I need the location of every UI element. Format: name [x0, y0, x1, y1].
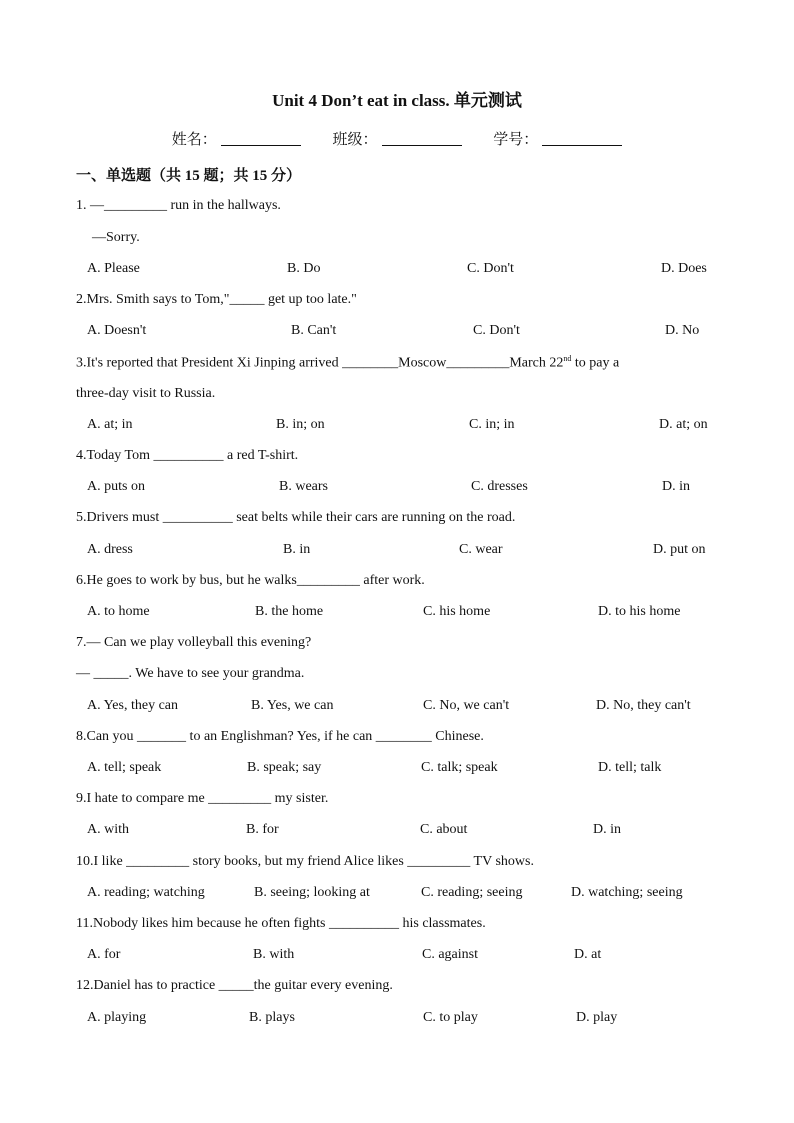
- option-a[interactable]: A. reading; watching: [87, 885, 205, 900]
- option-d[interactable]: D. at; on: [659, 417, 708, 432]
- option-a[interactable]: A. playing: [87, 1010, 147, 1025]
- option-b[interactable]: B. with: [253, 947, 295, 962]
- section-heading: 一、单选题（共 15 题；共 15 分）: [76, 168, 302, 184]
- option-d[interactable]: D. at: [574, 947, 602, 962]
- question-10-line-1: 10.I like _________ story books, but my friend Alice likes _________ TV shows.: [76, 854, 534, 869]
- option-d[interactable]: D. No, they can't: [596, 698, 691, 713]
- option-a[interactable]: A. Please: [87, 261, 140, 276]
- question-11-options: [0, 947, 794, 967]
- question-8-line-1: 8.Can you _______ to an Englishman? Yes, if he can ________ Chinese.: [76, 729, 484, 744]
- question-6-line-1: 6.He goes to work by bus, but he walks_________ after work.: [76, 573, 425, 588]
- option-b[interactable]: B. seeing; looking at: [254, 885, 370, 900]
- question-3-line-2: three-day visit to Russia.: [76, 386, 216, 401]
- question-3-options: [0, 417, 794, 437]
- option-c[interactable]: C. reading; seeing: [421, 885, 523, 900]
- option-b[interactable]: B. Can't: [291, 323, 337, 338]
- class-field: [332, 128, 461, 149]
- question-10-options: [0, 885, 794, 905]
- question-3-tail: to pay a: [571, 355, 620, 371]
- option-b[interactable]: B. plays: [249, 1010, 295, 1025]
- question-4-options: [0, 479, 794, 499]
- option-b[interactable]: B. wears: [279, 479, 328, 494]
- name-field: [172, 128, 301, 149]
- option-d[interactable]: D. watching; seeing: [571, 885, 683, 900]
- question-9-options: [0, 822, 794, 842]
- question-12-line-1: 12.Daniel has to practice _____the guitar every evening.: [76, 978, 393, 993]
- option-b[interactable]: B. speak; say: [247, 760, 322, 775]
- option-a[interactable]: A. dress: [87, 542, 133, 557]
- option-d[interactable]: D. Does: [661, 261, 707, 276]
- option-b[interactable]: B. for: [246, 822, 279, 837]
- option-c[interactable]: C. wear: [459, 542, 503, 557]
- option-b[interactable]: B. Yes, we can: [251, 698, 334, 713]
- option-c[interactable]: C. his home: [423, 604, 491, 619]
- option-d[interactable]: D. to his home: [598, 604, 681, 619]
- name-label: 姓名：: [171, 132, 217, 148]
- option-d[interactable]: D. in: [593, 822, 621, 837]
- question-7-line-2: — _____. We have to see your grandma.: [76, 666, 305, 681]
- option-b[interactable]: B. in; on: [276, 417, 325, 432]
- question-4-line-1: 4.Today Tom __________ a red T-shirt.: [76, 448, 299, 463]
- option-c[interactable]: C. in; in: [469, 417, 515, 432]
- question-6-options: [0, 604, 794, 624]
- option-a[interactable]: A. with: [87, 822, 129, 837]
- option-c[interactable]: C. against: [422, 947, 478, 962]
- option-a[interactable]: A. puts on: [87, 479, 145, 494]
- option-c[interactable]: C. dresses: [471, 479, 528, 494]
- name-blank[interactable]: [221, 131, 301, 146]
- option-b[interactable]: B. Do: [287, 261, 321, 276]
- question-12-options: [0, 1010, 794, 1030]
- question-1-line-1: 1. —_________ run in the hallways.: [76, 198, 281, 213]
- question-7-options: [0, 698, 794, 718]
- student-info-row: [0, 128, 794, 149]
- option-a[interactable]: A. for: [87, 947, 121, 962]
- option-d[interactable]: D. in: [662, 479, 690, 494]
- question-3-text: 3.It's reported that President Xi Jinping arrived ________Moscow_________March 22: [76, 355, 564, 371]
- ordinal-suffix: nd: [563, 354, 572, 363]
- option-b[interactable]: B. in: [283, 542, 311, 557]
- class-label: 班级：: [332, 132, 378, 148]
- option-a[interactable]: A. to home: [87, 604, 150, 619]
- option-c[interactable]: C. talk; speak: [421, 760, 498, 775]
- id-blank[interactable]: [542, 131, 622, 146]
- question-5-line-1: 5.Drivers must __________ seat belts while their cars are running on the road.: [76, 510, 516, 525]
- option-c[interactable]: C. Don't: [473, 323, 520, 338]
- question-2-line-1: 2.Mrs. Smith says to Tom,"_____ get up too late.": [76, 292, 357, 307]
- question-5-options: [0, 542, 794, 562]
- option-c[interactable]: C. No, we can't: [423, 698, 510, 713]
- question-8-options: [0, 760, 794, 780]
- question-3-line-1: [76, 354, 619, 372]
- option-a[interactable]: A. at; in: [87, 417, 133, 432]
- question-1-line-2: —Sorry.: [92, 230, 140, 245]
- option-d[interactable]: D. put on: [653, 542, 706, 557]
- question-11-line-1: 11.Nobody likes him because he often fights __________ his classmates.: [76, 916, 486, 931]
- option-d[interactable]: D. play: [576, 1010, 618, 1025]
- option-a[interactable]: A. Yes, they can: [87, 698, 178, 713]
- class-blank[interactable]: [382, 131, 462, 146]
- option-c[interactable]: C. about: [420, 822, 468, 837]
- option-b[interactable]: B. the home: [255, 604, 324, 619]
- option-d[interactable]: D. tell; talk: [598, 760, 662, 775]
- question-7-line-1: 7.— Can we play volleyball this evening?: [76, 635, 312, 650]
- option-a[interactable]: A. tell; speak: [87, 760, 162, 775]
- option-a[interactable]: A. Doesn't: [87, 323, 147, 338]
- question-1-options: [0, 261, 794, 281]
- id-label: 学号：: [493, 132, 539, 148]
- id-field: [493, 128, 622, 149]
- question-2-options: [0, 323, 794, 343]
- option-c[interactable]: C. to play: [423, 1010, 478, 1025]
- question-9-line-1: 9.I hate to compare me _________ my sister.: [76, 791, 329, 806]
- option-d[interactable]: D. No: [665, 323, 700, 338]
- option-c[interactable]: C. Don't: [467, 261, 514, 276]
- page-title: Unit 4 Don’t eat in class. 单元测试: [272, 91, 522, 110]
